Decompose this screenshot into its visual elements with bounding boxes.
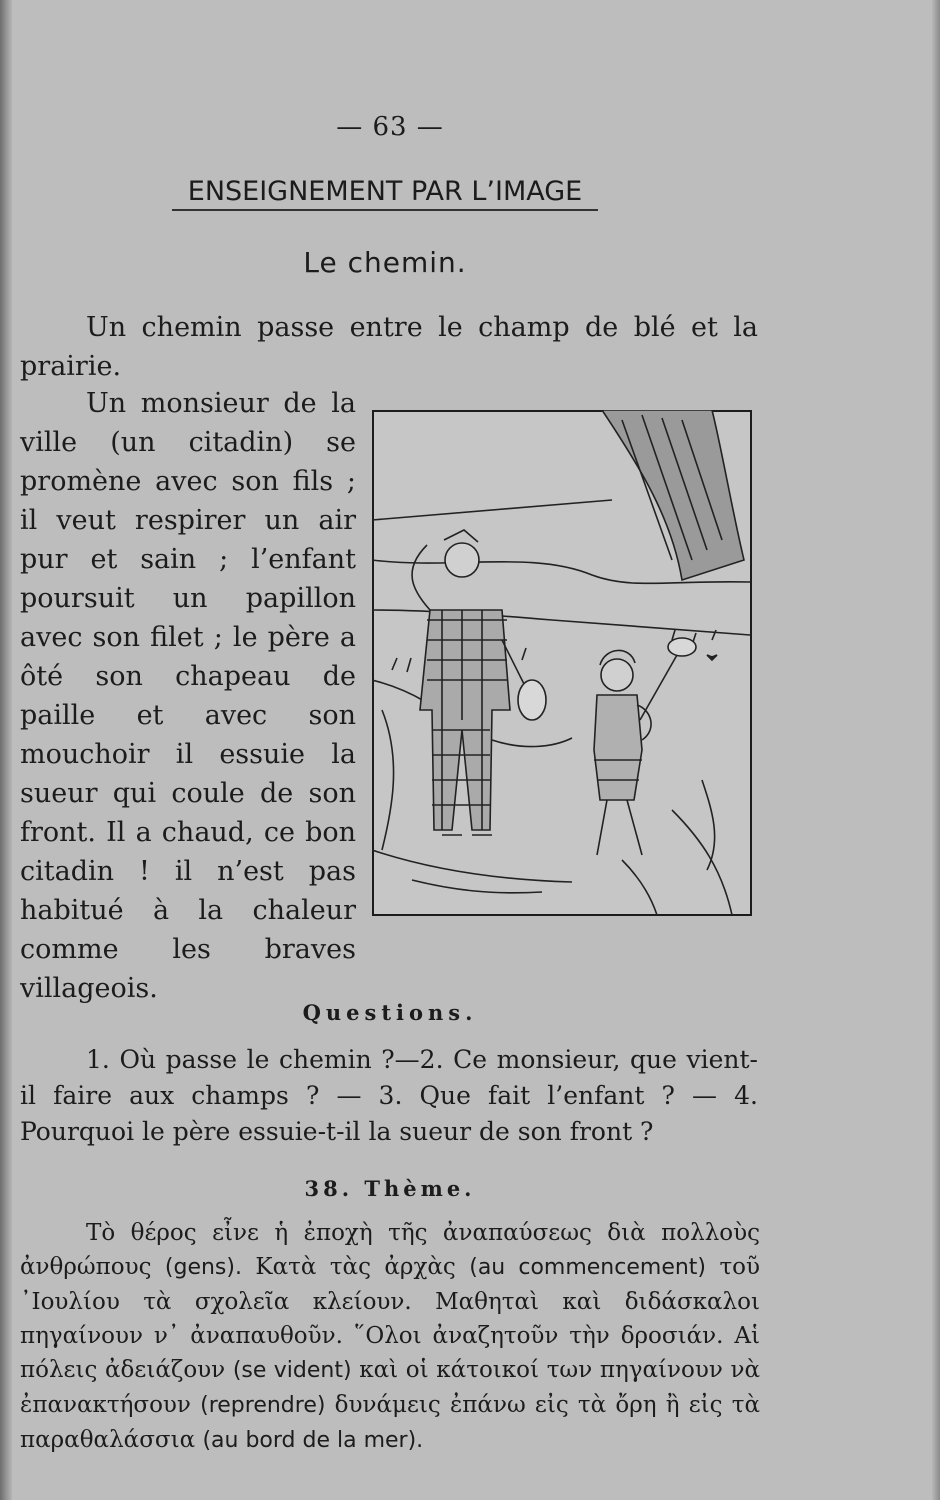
page-number: — 63 — (336, 112, 444, 142)
theme-segment-gloss: (au bord de la mer). (202, 1428, 424, 1453)
questions-heading: Questions. (302, 1000, 478, 1025)
theme-exercise-text (20, 1216, 760, 1458)
page-binding-edge (0, 0, 12, 1500)
lesson-paragraph-2: Un monsieur de la ville (un citadin) se promène avec son fils ; il veut respirer un air pur et sain ; l’enfant poursuit un papillon avec son filet ; le père a ôté son chapeau de paille et avec son mouchoir il essuie la sueur qui coule de son front. Il a chaud, ce bon citadin ! il n’est pas habitué à la chaleur comme les braves villageois. (20, 388, 356, 1004)
theme-segment-greek: τοῦ ᾿Ιουλίου τὰ σχολεῖα κλείουν. Μαθηταὶ καὶ διδάσκαλοι πηγαίνουν ν᾿ ἀναπαυθοῦν. ῞Ολοι ἀναζητοῦν τὴν δροσιάν. Αἱ πόλεις ἀδειάζουν (20, 1254, 761, 1383)
theme-segment-gloss: (se vident) (232, 1358, 352, 1383)
theme-segment-gloss: (reprendre) (200, 1393, 326, 1418)
questions-text: 1. Où passe le chemin ?—2. Ce monsieur, que vient-il faire aux champs ? — 3. Que fait l’enfant ? — 4. Pourquoi le père essuie-t-il la sueur de son front ? (20, 1045, 758, 1146)
theme-heading: 38. Thème. (304, 1176, 476, 1201)
lesson-title: Le chemin. (303, 246, 467, 279)
theme-segment-greek: καὶ οἱ κάτοικοί των πηγαίνουν νὰ ἐπανακτήσουν (20, 1357, 760, 1418)
theme-segment-greek: Κατὰ τὰς ἀρχὰς (241, 1254, 470, 1280)
illustration-man-and-child-on-path (372, 410, 752, 916)
theme-segment-greek: Τὸ θέρος εἶνε ἡ ἐποχὴ τῆς ἀναπαύσεως διὰ πολλοὺς ἀνθρώπους (20, 1220, 760, 1280)
theme-segment-greek: δυνάμεις ἐπάνω εἰς τὰ ὄρη ἢ εἰς τὰ παραθαλάσσια (20, 1392, 760, 1453)
section-heading: ENSEIGNEMENT PAR L’IMAGE (172, 176, 598, 211)
page-right-edge (932, 0, 940, 1500)
theme-segment-gloss: (au commencement) (469, 1255, 707, 1280)
lesson-paragraph-1: Un chemin passe entre le champ de blé et la prairie. (20, 312, 758, 382)
theme-segment-gloss: (gens). (164, 1255, 242, 1280)
